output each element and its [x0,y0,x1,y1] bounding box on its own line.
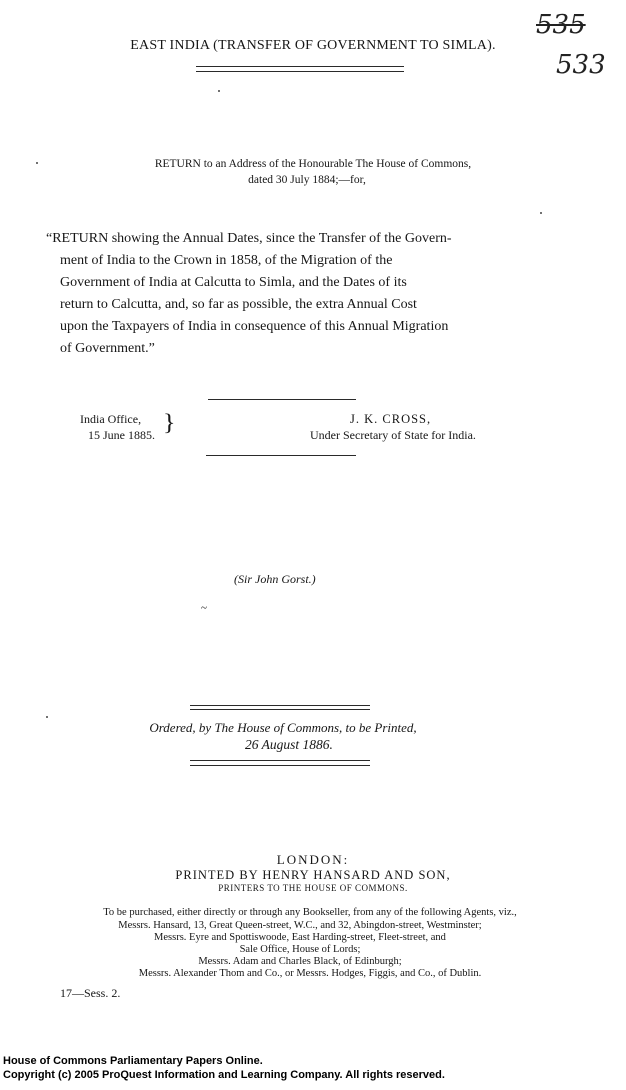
signature-role: Under Secretary of State for India. [310,428,476,442]
body-line-4: return to Calcutta, and, so far as possible, the extra Annual Cost [60,297,417,312]
agent-line-1: To be purchased, either directly or through any Bookseller, from any of the following Agents, viz., [103,907,517,918]
agent-line-5: Messrs. Adam and Charles Black, of Edinburgh; [198,956,402,967]
session-number: 17—Sess. 2. [60,986,121,1000]
agent-line-6: Messrs. Alexander Thom and Co., or Messrs. Hodges, Figgis, and Co., of Dublin. [138,968,482,979]
signature-name: J. K. CROSS, [350,412,432,426]
address-line-1: RETURN to an Address of the Honourable The House of Commons, [154,158,472,170]
order-line-2: 26 August 1886. [245,737,333,752]
body-line-1: “RETURN showing the Annual Dates, since the Transfer of the Govern- [46,231,452,246]
handwritten-struck-number: 535 [536,10,586,40]
imprint-printer-role: PRINTERS TO THE HOUSE OF COMMONS. [218,883,408,893]
agent-line-3: Messrs. Eyre and Spottiswoode, East Harding-street, Fleet-street, and [154,932,446,943]
order-rule-bottom-2 [190,765,370,766]
imprint-printer: PRINTED BY HENRY HANSARD AND SON, [175,868,451,882]
order-rule-top-2 [190,709,370,710]
title-rule-1 [196,66,404,67]
paper-speck [540,212,542,214]
body-line-5: upon the Taxpayers of India in consequence of this Annual Migration [60,319,449,334]
signature-brace: } [163,409,176,436]
signature-office: India Office, [80,412,142,426]
mover-name: (Sir John Gorst.) [234,572,316,586]
signature-rule-top [208,399,356,400]
footer-line-2: Copyright (c) 2005 ProQuest Information and Learning Company. All rights reserved. [3,1069,445,1081]
order-line-1: Ordered, by The House of Commons, to be Printed, [149,720,417,735]
order-rule-bottom-1 [190,760,370,761]
handwritten-page-number: 533 [556,50,606,80]
imprint-city: LONDON: [276,852,350,867]
body-line-2: ment of India to the Crown in 1858, of the Migration of the [60,253,393,268]
agent-line-4: Sale Office, House of Lords; [239,944,361,955]
body-line-6: of Government.” [60,341,155,356]
arrow-mark: ~ [201,602,207,614]
title-rule-2 [196,71,404,72]
paper-speck [218,90,220,92]
order-rule-top-1 [190,705,370,706]
body-line-3: Government of India at Calcutta to Simla, and the Dates of its [60,275,407,290]
paper-speck [46,716,48,718]
signature-date: 15 June 1885. [88,428,155,442]
footer-line-1: House of Commons Parliamentary Papers Online. [3,1055,263,1067]
address-line-2: dated 30 July 1884;—for, [248,174,366,186]
agent-line-2: Messrs. Hansard, 13, Great Queen-street, W.C., and 32, Abingdon-street, Westminster; [118,920,482,931]
signature-rule-bottom [206,455,356,456]
page-title: EAST INDIA (TRANSFER OF GOVERNMENT TO SIMLA). [130,38,496,53]
